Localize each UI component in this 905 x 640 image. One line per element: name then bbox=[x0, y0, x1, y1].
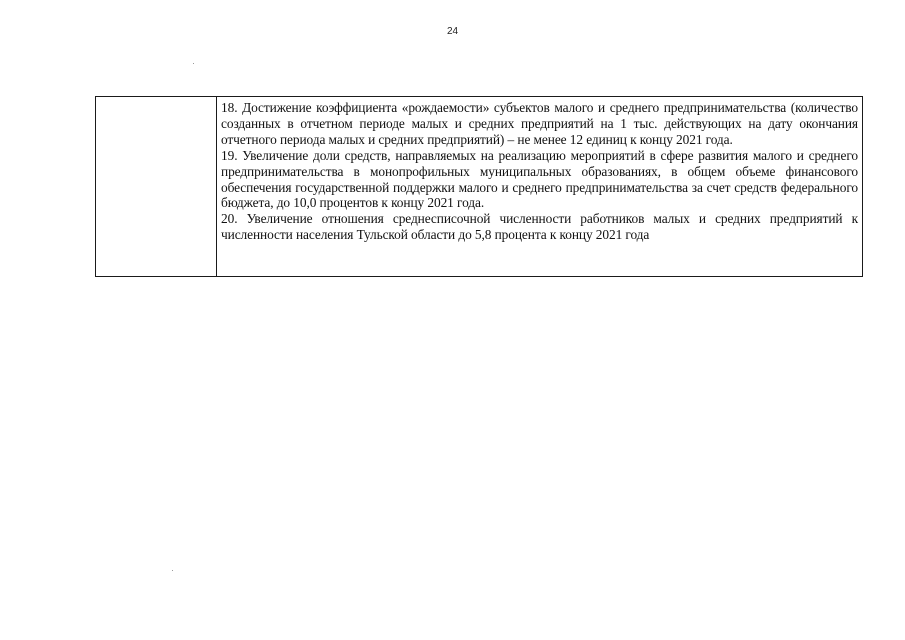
list-item-20: 20. Увеличение отношения среднесписочной численности работников малых и средних предприятий к численности населения Тульской области до 5,8 процента к концу 2021 года bbox=[221, 211, 858, 243]
scan-speck bbox=[172, 570, 173, 571]
list-item-19: 19. Увеличение доли средств, направляемых на реализацию мероприятий в сфере развития малого и среднего предпринимательства в монопрофильных муниципальных образованиях, в общем объеме финансового обеспечения государственной поддержки малого и среднего предпринимательства за счет средств федерального бюджета, до 10,0 процентов к концу 2021 года. bbox=[221, 147, 858, 211]
list-item-18: 18. Достижение коэффициента «рождаемости» субъектов малого и среднего предпринимательства (количество созданных в отчетном периоде малых и средних предприятий на 1 тыс. действующих на дату окончания отчетного периода малых и средних предприятий) – не менее 12 единиц к концу 2021 года. bbox=[221, 100, 858, 147]
right-column-cell bbox=[217, 97, 863, 277]
scan-speck bbox=[193, 63, 194, 64]
table-row bbox=[96, 97, 863, 277]
page-number: 24 bbox=[446, 26, 459, 37]
document-table bbox=[95, 96, 863, 277]
left-column-cell bbox=[96, 97, 217, 277]
cell-content bbox=[217, 97, 862, 243]
